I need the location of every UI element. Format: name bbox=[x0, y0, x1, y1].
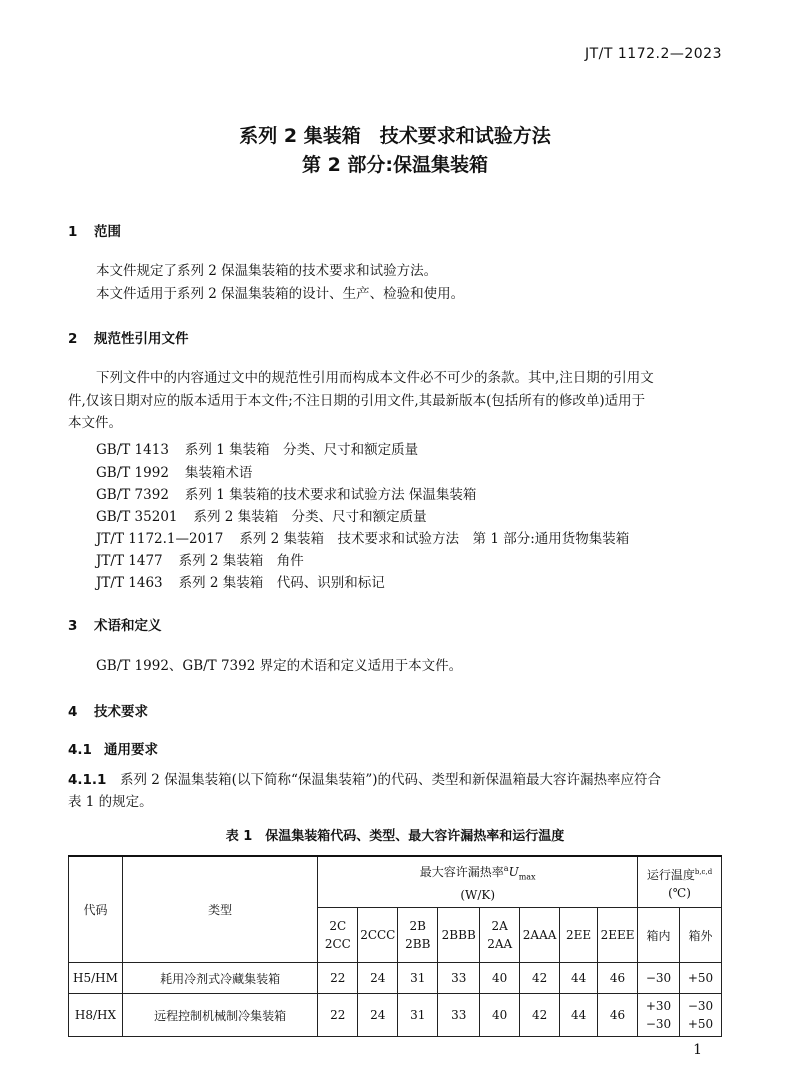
cell-value: 42 bbox=[520, 963, 560, 994]
reference-title: 系列 2 集装箱 角件 bbox=[178, 553, 304, 569]
temp-value: +30 bbox=[645, 999, 672, 1013]
section-1-paragraph-2: 本文件适用于系列 2 保温集装箱的设计、生产、检验和使用。 bbox=[96, 286, 465, 302]
cell-value: 31 bbox=[398, 963, 438, 994]
reference-title: 系列 2 集装箱 分类、尺寸和额定质量 bbox=[193, 509, 427, 525]
section-3-heading bbox=[68, 614, 162, 634]
section-3-paragraph: GB/T 1992、GB/T 7392 界定的术语和定义适用于本文件。 bbox=[96, 658, 463, 674]
temp-title: 运行温度 bbox=[646, 867, 695, 882]
cell-value: 22 bbox=[318, 963, 358, 994]
reference-code: JT/T 1477 bbox=[96, 553, 163, 569]
clause-text: 系列 2 保温集装箱(以下简称“保温集装箱”)的代码、类型和新保温箱最大容许漏热率应符合 bbox=[120, 772, 662, 788]
cell-value: 33 bbox=[438, 994, 480, 1037]
cell-value: 24 bbox=[358, 994, 398, 1037]
col-header bbox=[598, 908, 638, 963]
leak-footnote-mark: a bbox=[503, 863, 509, 873]
section-2-intro-line-2: 件,仅该日期对应的版本适用于本文件;不注日期的引用文件,其最新版本(包括所有的修改单)适用于 bbox=[68, 393, 646, 409]
col-header bbox=[438, 908, 480, 963]
col-header bbox=[358, 908, 398, 963]
cell-inner-temp: −30 bbox=[638, 963, 680, 994]
reference-item bbox=[96, 549, 304, 569]
temp-value: −30 bbox=[687, 999, 714, 1013]
reference-code: JT/T 1463 bbox=[96, 575, 163, 591]
cell-type: 远程控制机械制冷集装箱 bbox=[122, 994, 317, 1037]
cell-value: 42 bbox=[520, 994, 560, 1037]
cell-value: 33 bbox=[438, 963, 480, 994]
reference-item bbox=[96, 527, 629, 547]
reference-item bbox=[96, 483, 476, 503]
cell-value: 31 bbox=[398, 994, 438, 1037]
col-header bbox=[480, 908, 520, 963]
document-title-line1: 系列 2 集装箱 技术要求和试验方法 bbox=[239, 125, 551, 147]
cell-type: 耗用冷剂式冷藏集装箱 bbox=[122, 963, 317, 994]
section-title: 范围 bbox=[94, 224, 121, 240]
col-header bbox=[398, 908, 438, 963]
col-header-line: 2CCC bbox=[360, 928, 396, 942]
col-header-line: 2B bbox=[409, 919, 426, 933]
header-code: 代码 bbox=[69, 856, 123, 963]
col-header-line: 2EEE bbox=[600, 928, 635, 942]
section-1-heading bbox=[68, 220, 121, 240]
col-header bbox=[520, 908, 560, 963]
section-4-1-1-line-2: 表 1 的规定。 bbox=[68, 794, 153, 810]
temp-value: +50 bbox=[687, 1017, 714, 1031]
section-4-heading bbox=[68, 700, 148, 720]
header-temperature bbox=[638, 856, 722, 908]
page-number: 1 bbox=[693, 1042, 702, 1058]
col-header-line: 2BBB bbox=[441, 928, 476, 942]
section-title: 规范性引用文件 bbox=[94, 331, 189, 347]
reference-code: GB/T 1413 bbox=[96, 442, 169, 458]
clause-number: 4.1.1 bbox=[68, 772, 107, 788]
reference-title: 系列 1 集装箱的技术要求和试验方法 保温集装箱 bbox=[184, 487, 477, 503]
cell-inner-temp bbox=[638, 994, 680, 1037]
cell-outer-temp: +50 bbox=[679, 963, 721, 994]
reference-item bbox=[96, 571, 385, 591]
reference-item bbox=[96, 438, 418, 458]
reference-title: 系列 1 集装箱 分类、尺寸和额定质量 bbox=[184, 442, 419, 458]
col-header-line: 2A bbox=[491, 919, 508, 933]
header-type: 类型 bbox=[122, 856, 317, 963]
header-leak-rate bbox=[318, 856, 638, 908]
col-header-line: 2CC bbox=[324, 937, 351, 951]
cell-code: H8/HX bbox=[69, 994, 123, 1037]
col-header-line: 2BB bbox=[405, 937, 431, 951]
section-title: 通用要求 bbox=[104, 742, 158, 758]
table-row bbox=[69, 994, 722, 1037]
container-spec-table bbox=[68, 855, 722, 1037]
reference-item bbox=[96, 461, 252, 481]
reference-item bbox=[96, 505, 427, 525]
cell-value: 46 bbox=[598, 994, 638, 1037]
temp-unit: (℃) bbox=[668, 885, 691, 900]
col-header-line: 2EE bbox=[566, 928, 592, 942]
document-title-line2: 第 2 部分:保温集装箱 bbox=[301, 154, 489, 176]
section-number: 2 bbox=[68, 331, 78, 347]
standard-code: JT/T 1172.2—2023 bbox=[584, 46, 722, 62]
col-header bbox=[318, 908, 358, 963]
table-caption: 表 1 保温集装箱代码、类型、最大容许漏热率和运行温度 bbox=[225, 829, 565, 844]
section-2-intro-line-1: 下列文件中的内容通过文中的规范性引用而构成本文件必不可少的条款。其中,注日期的引用文 bbox=[96, 370, 654, 386]
cell-value: 24 bbox=[358, 963, 398, 994]
section-number: 3 bbox=[68, 618, 78, 634]
col-header-line: 2AA bbox=[487, 937, 513, 951]
reference-title: 系列 2 集装箱 代码、识别和标记 bbox=[178, 575, 385, 591]
col-header bbox=[560, 908, 598, 963]
section-4-1-heading bbox=[68, 738, 158, 758]
table-row bbox=[69, 963, 722, 994]
col-header-inner: 箱内 bbox=[638, 908, 680, 963]
section-number: 4 bbox=[68, 704, 78, 720]
col-header-line: 2C bbox=[329, 919, 347, 933]
section-title: 技术要求 bbox=[94, 704, 148, 720]
leak-symbol: U bbox=[508, 864, 519, 879]
cell-value: 46 bbox=[598, 963, 638, 994]
col-header-outer: 箱外 bbox=[679, 908, 721, 963]
reference-code: JT/T 1172.1—2017 bbox=[96, 531, 224, 547]
cell-value: 44 bbox=[560, 994, 598, 1037]
leak-subscript: max bbox=[518, 872, 536, 882]
cell-code: H5/HM bbox=[69, 963, 123, 994]
section-title: 术语和定义 bbox=[94, 618, 162, 634]
cell-value: 40 bbox=[480, 963, 520, 994]
section-4-1-1-line-1 bbox=[68, 770, 724, 790]
cell-outer-temp bbox=[679, 994, 721, 1037]
section-number: 1 bbox=[68, 224, 78, 240]
reference-code: GB/T 1992 bbox=[96, 465, 169, 481]
reference-code: GB/T 35201 bbox=[96, 509, 178, 525]
section-2-heading bbox=[68, 327, 189, 347]
col-header-line: 2AAA bbox=[522, 928, 557, 942]
cell-value: 44 bbox=[560, 963, 598, 994]
section-number: 4.1 bbox=[68, 742, 92, 758]
temp-value: −30 bbox=[645, 1017, 672, 1031]
cell-value: 40 bbox=[480, 994, 520, 1037]
reference-code: GB/T 7392 bbox=[96, 487, 169, 503]
cell-value: 22 bbox=[318, 994, 358, 1037]
section-2-intro-line-3: 本文件。 bbox=[68, 415, 122, 431]
temp-footnote-mark: b,c,d bbox=[694, 867, 713, 876]
reference-title: 集装箱术语 bbox=[184, 465, 253, 481]
reference-title: 系列 2 集装箱 技术要求和试验方法 第 1 部分:通用货物集装箱 bbox=[239, 531, 630, 547]
leak-title: 最大容许漏热率 bbox=[419, 864, 504, 879]
leak-unit: (W/K) bbox=[460, 888, 496, 903]
section-1-paragraph-1: 本文件规定了系列 2 保温集装箱的技术要求和试验方法。 bbox=[96, 263, 438, 279]
